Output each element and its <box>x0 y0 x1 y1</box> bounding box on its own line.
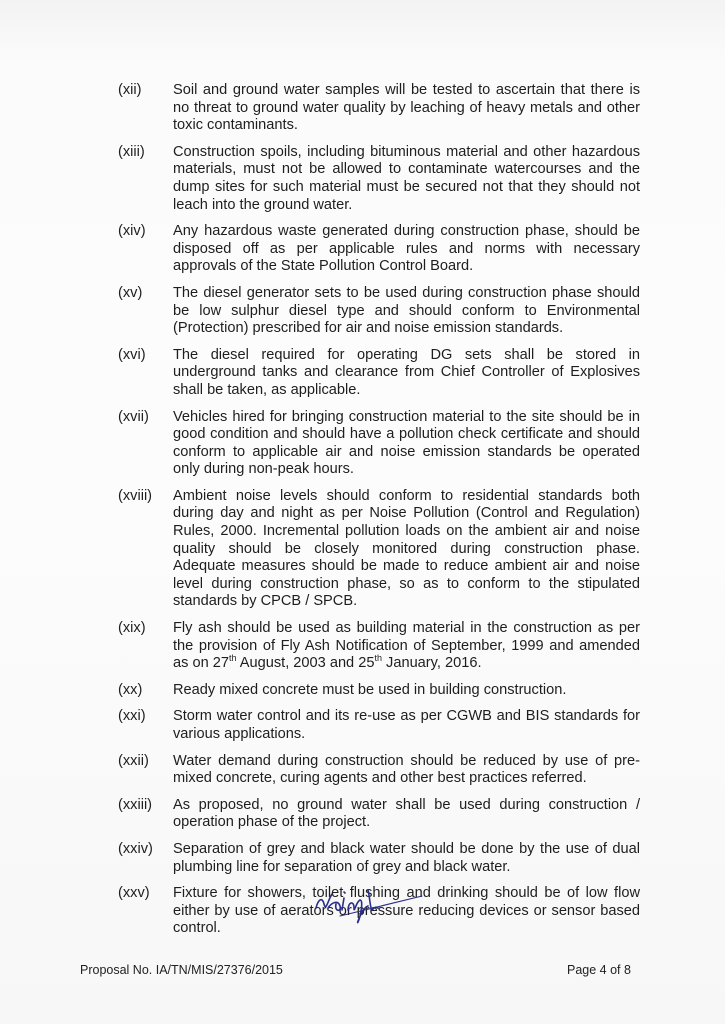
condition-number: (xv) <box>118 284 143 301</box>
condition-text: The diesel generator sets to be used during construction phase should be low sulphur diesel type and should conform to Environmental (Protection) prescribed for air and noise emission standards. <box>173 284 640 337</box>
condition-number: (xxiv) <box>118 840 153 857</box>
ordinal-suffix: th <box>229 653 237 664</box>
condition-number: (xxi) <box>118 708 146 725</box>
condition-item <box>118 797 640 832</box>
condition-text: Storm water control and its re-use as per CGWB and BIS standards for various applications. <box>173 708 640 742</box>
condition-text: The diesel required for operating DG sets shall be stored in underground tanks and clearance from Chief Controller of Explosives shall be taken, as applicable. <box>173 346 640 398</box>
signature-stroke <box>316 890 378 923</box>
condition-text: Fixture for showers, toilet flushing and drinking should be of low flow either by use of aerators or pressure reducing devices or sensor based control. <box>173 885 640 937</box>
condition-text-part: January, 2016. <box>381 655 482 672</box>
condition-text: Ambient noise levels should conform to residential standards both during day and night as per Noise Pollution (Control and Regulation) Rules, 2000. Incremental pollution loads on the ambient air and noise quality should be closely monitored during construction phase. Adequate measures should be made to reduce ambient air and noise level during construction phase, so as to conform to the stipulated standards by CPCB / SPCB. <box>173 487 640 610</box>
condition-number: (xxv) <box>118 885 150 902</box>
condition-text: Any hazardous waste generated during construction phase, should be disposed off as per applicable rules and norms with necessary approvals of the State Pollution Control Board. <box>173 223 640 275</box>
proposal-number: Proposal No. IA/TN/MIS/27376/2015 <box>80 963 283 977</box>
condition-number: (xix) <box>118 620 146 637</box>
condition-item <box>118 682 640 700</box>
condition-item <box>118 144 640 214</box>
condition-item <box>118 223 640 276</box>
condition-item <box>118 285 640 338</box>
condition-number: (xvii) <box>118 408 149 425</box>
condition-text-part: August, 2003 and 25 <box>236 655 375 672</box>
condition-text: Water demand during construction should be reduced by use of pre-mixed concrete, curing agents and other best practices referred. <box>173 752 640 787</box>
condition-number: (xiv) <box>118 223 146 240</box>
condition-item <box>118 841 640 876</box>
condition-number: (xxiii) <box>118 796 153 813</box>
condition-item <box>118 347 640 400</box>
condition-number: (xxii) <box>118 752 149 769</box>
condition-text: Separation of grey and black water should be done by the use of dual plumbing line for separation of grey and black water. <box>173 840 640 875</box>
condition-text: Vehicles hired for bringing construction material to the site should be in good condition and should have a pollution check certificate and should conform to applicable air and noise emission standards be operated only during non-peak hours. <box>173 408 640 478</box>
condition-number: (xviii) <box>118 487 153 504</box>
condition-text <box>173 620 640 673</box>
condition-item <box>118 488 640 611</box>
signature <box>310 878 430 928</box>
condition-text: Construction spoils, including bituminous material and other hazardous materials, must not be allowed to contaminate watercourses and the dump sites for such material must be secured not that they should not leach into the ground water. <box>173 143 640 213</box>
condition-item <box>118 620 640 673</box>
condition-number: (xii) <box>118 82 142 98</box>
page-number: Page 4 of 8 <box>567 963 631 977</box>
condition-text-part: Fly ash should be used as building material in the construction as per the provision of Fly Ash Notification of September, 1999 and amended as on 27 <box>173 620 640 672</box>
condition-number: (xiii) <box>118 143 145 160</box>
condition-number: (xvi) <box>118 346 146 363</box>
condition-text: As proposed, no ground water shall be used during construction / operation phase of the project. <box>173 796 640 831</box>
condition-item <box>118 708 640 743</box>
ordinal-suffix: th <box>374 653 382 664</box>
condition-text: Ready mixed concrete must be used in building construction. <box>173 681 567 698</box>
signature-underline <box>340 896 422 916</box>
conditions-list <box>118 82 640 947</box>
condition-item <box>118 82 640 135</box>
condition-item <box>118 409 640 479</box>
condition-number: (xx) <box>118 681 143 698</box>
condition-item <box>118 753 640 788</box>
condition-text: Soil and ground water samples will be tested to ascertain that there is no threat to ground water quality by leaching of heavy metals and other toxic contaminants. <box>173 82 640 134</box>
